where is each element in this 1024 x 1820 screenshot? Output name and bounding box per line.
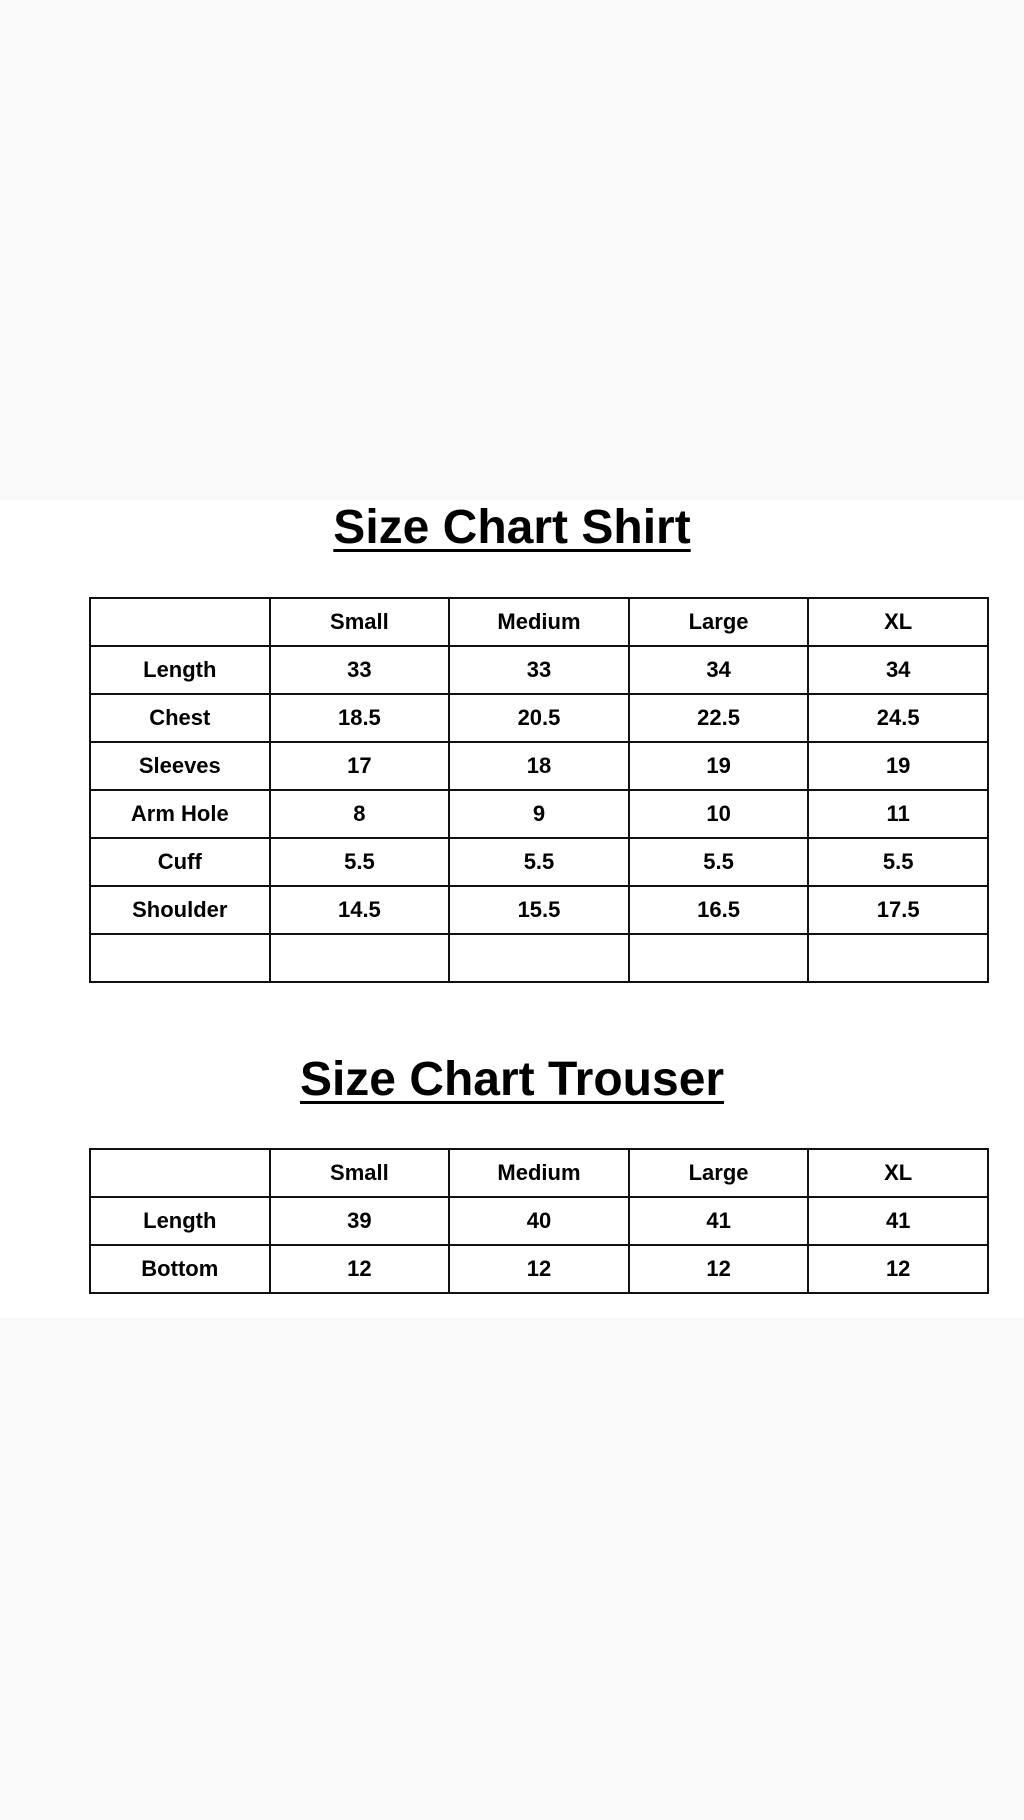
table-cell bbox=[808, 934, 988, 982]
header-cell-medium: Medium bbox=[449, 598, 629, 646]
table-row-empty bbox=[90, 934, 988, 982]
table-cell: 9 bbox=[449, 790, 629, 838]
table-row bbox=[90, 886, 988, 934]
size-chart-sheet bbox=[0, 500, 1024, 1318]
table-cell: 17 bbox=[270, 742, 450, 790]
table-cell bbox=[629, 934, 809, 982]
header-cell-xl: XL bbox=[808, 598, 988, 646]
header-cell-large: Large bbox=[629, 598, 809, 646]
row-label: Length bbox=[90, 1197, 270, 1245]
table-cell: 41 bbox=[629, 1197, 809, 1245]
table-cell: 34 bbox=[629, 646, 809, 694]
table-cell: 5.5 bbox=[629, 838, 809, 886]
row-label: Length bbox=[90, 646, 270, 694]
table-header-row bbox=[90, 598, 988, 646]
header-cell-small: Small bbox=[270, 598, 450, 646]
table-row bbox=[90, 1245, 988, 1293]
table-cell: 5.5 bbox=[808, 838, 988, 886]
table-cell: 12 bbox=[270, 1245, 450, 1293]
table-row bbox=[90, 1197, 988, 1245]
table-header-row bbox=[90, 1149, 988, 1197]
table-cell: 34 bbox=[808, 646, 988, 694]
row-label: Bottom bbox=[90, 1245, 270, 1293]
table-cell: 19 bbox=[808, 742, 988, 790]
row-label: Arm Hole bbox=[90, 790, 270, 838]
table-cell: 24.5 bbox=[808, 694, 988, 742]
table-cell: 10 bbox=[629, 790, 809, 838]
table-cell: 33 bbox=[270, 646, 450, 694]
trouser-size-table bbox=[89, 1148, 989, 1294]
row-label: Sleeves bbox=[90, 742, 270, 790]
table-cell: 14.5 bbox=[270, 886, 450, 934]
table-row bbox=[90, 838, 988, 886]
row-label bbox=[90, 934, 270, 982]
table-row bbox=[90, 742, 988, 790]
table-cell: 12 bbox=[449, 1245, 629, 1293]
trouser-chart-title: Size Chart Trouser bbox=[299, 1053, 725, 1106]
header-cell-large: Large bbox=[629, 1149, 809, 1197]
row-label: Chest bbox=[90, 694, 270, 742]
table-cell: 5.5 bbox=[270, 838, 450, 886]
table-cell: 41 bbox=[808, 1197, 988, 1245]
shirt-chart-title: Size Chart Shirt bbox=[333, 501, 691, 554]
table-cell: 33 bbox=[449, 646, 629, 694]
table-cell: 15.5 bbox=[449, 886, 629, 934]
header-cell-medium: Medium bbox=[449, 1149, 629, 1197]
table-cell bbox=[449, 934, 629, 982]
table-row bbox=[90, 694, 988, 742]
table-cell: 12 bbox=[808, 1245, 988, 1293]
table-cell: 39 bbox=[270, 1197, 450, 1245]
table-cell: 18 bbox=[449, 742, 629, 790]
table-row bbox=[90, 790, 988, 838]
table-cell: 17.5 bbox=[808, 886, 988, 934]
header-cell-blank bbox=[90, 598, 270, 646]
table-cell: 18.5 bbox=[270, 694, 450, 742]
table-cell: 40 bbox=[449, 1197, 629, 1245]
table-cell: 22.5 bbox=[629, 694, 809, 742]
header-cell-small: Small bbox=[270, 1149, 450, 1197]
table-cell: 20.5 bbox=[449, 694, 629, 742]
table-cell: 8 bbox=[270, 790, 450, 838]
table-cell bbox=[270, 934, 450, 982]
header-cell-xl: XL bbox=[808, 1149, 988, 1197]
table-cell: 5.5 bbox=[449, 838, 629, 886]
header-cell-blank bbox=[90, 1149, 270, 1197]
table-row bbox=[90, 646, 988, 694]
table-cell: 11 bbox=[808, 790, 988, 838]
row-label: Cuff bbox=[90, 838, 270, 886]
shirt-size-table bbox=[89, 597, 989, 983]
table-cell: 19 bbox=[629, 742, 809, 790]
table-cell: 12 bbox=[629, 1245, 809, 1293]
row-label: Shoulder bbox=[90, 886, 270, 934]
table-cell: 16.5 bbox=[629, 886, 809, 934]
